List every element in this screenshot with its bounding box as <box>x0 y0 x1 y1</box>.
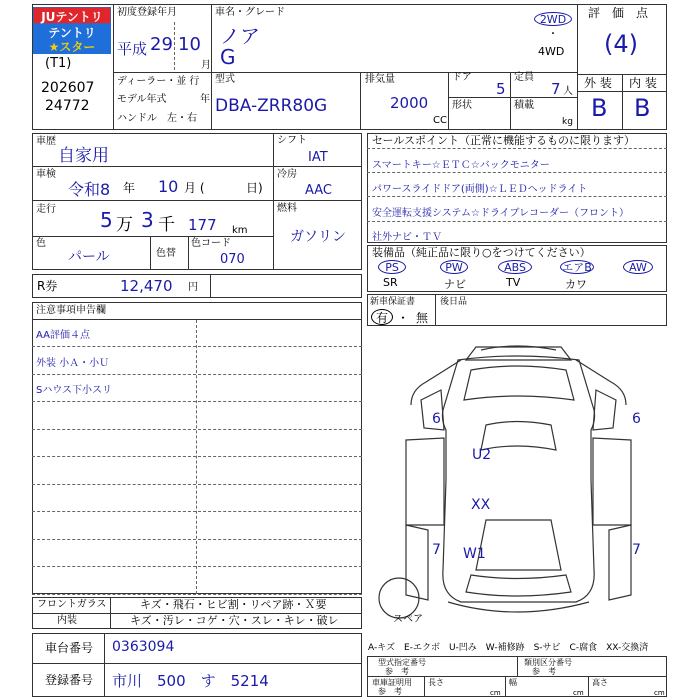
divider <box>196 320 197 594</box>
warranty-label: 新車保証書 <box>370 297 416 307</box>
divider <box>367 221 667 222</box>
length-label: 長さ <box>428 678 444 687</box>
r-ticket-value: 12,470 <box>120 277 173 295</box>
ac-label: 冷房 <box>277 169 297 180</box>
divider <box>188 236 189 270</box>
inspection-era: 令和8 <box>68 180 111 199</box>
damage-mark-center: XX <box>471 497 491 513</box>
model-type-label: 型式 <box>215 74 235 85</box>
front-glass-value: キズ・飛石・ヒビ割・リペア跡・Ｘ要 <box>140 598 327 611</box>
color-label: 色 <box>36 238 46 249</box>
note-rule <box>32 429 362 430</box>
divider <box>448 72 449 130</box>
drive-2wd-circle: 2WD <box>534 12 572 26</box>
dealer-label: ディーラー・並 行 <box>117 76 200 87</box>
divider <box>424 676 425 697</box>
equipment-leather: カワ <box>565 278 587 291</box>
load-label: 積載 <box>514 100 534 111</box>
sales-point-line: パワースライドドア(両側)☆ＬＥＤヘッドライト <box>372 184 588 195</box>
shape-label: 形状 <box>452 100 472 111</box>
month-unit: 月 <box>201 60 211 71</box>
divider <box>32 319 362 320</box>
history-value: 自家用 <box>58 146 109 166</box>
displacement-label: 排気量 <box>365 74 395 85</box>
width-label: 幅 <box>509 678 517 687</box>
ac: AAC <box>305 183 332 198</box>
fuel-label: 燃料 <box>277 203 297 214</box>
inspection-year-unit: 年 <box>123 181 136 195</box>
chassis-label: 車台番号 <box>45 641 94 655</box>
inspection-day-unit: 日) <box>246 181 263 195</box>
equipment-ps: PS <box>378 260 406 274</box>
equipment-title: 装備品（純正品に限り○をつけてください） <box>372 246 591 259</box>
backdate-label: 後日品 <box>440 297 468 307</box>
divider <box>435 294 436 326</box>
doors-label: ドア <box>452 72 472 83</box>
divider <box>367 196 667 197</box>
sales-point-line: 社外ナビ・ＴＶ <box>372 232 442 243</box>
car-name: ノア <box>220 24 260 48</box>
header-frame <box>32 4 667 130</box>
cm-unit: cm <box>490 689 501 697</box>
note-line: AA評価４点 <box>36 330 90 341</box>
equipment-abs: ABS <box>498 260 532 274</box>
first-registration-label: 初度登録年月 <box>117 7 177 18</box>
note-rule <box>32 401 362 402</box>
ref-label: 参 考 <box>378 687 402 696</box>
interior-label: 内 装 <box>629 76 657 90</box>
inspection-month-unit: 月 ( <box>184 181 205 195</box>
note-line: Sハウス下小スリ <box>36 385 113 396</box>
auction-code: (T1) <box>45 56 72 71</box>
note-line: 外装 小Ａ・小Ｕ <box>36 358 110 369</box>
sales-points-title: セールスポイント（正常に機能するものに限ります） <box>372 134 636 147</box>
equipment-tv: TV <box>506 276 521 289</box>
divider <box>588 676 589 697</box>
inspection-month: 10 <box>158 177 179 196</box>
front-glass-label: フロントガラス <box>37 599 107 610</box>
shift-label: シフト <box>277 135 307 146</box>
exterior-label: 外 装 <box>584 76 612 90</box>
mileage-man-unit: 万 <box>116 215 133 235</box>
divider <box>32 663 362 664</box>
interior-value: キズ・汚レ・コゲ・穴・スレ・キレ・破レ <box>130 614 339 627</box>
damage-mark-roof: U2 <box>472 447 492 463</box>
divider <box>510 72 511 130</box>
divider <box>273 133 274 270</box>
load-unit: kg <box>562 117 573 127</box>
mileage-sen-unit: 千 <box>158 215 175 235</box>
divider <box>211 4 212 130</box>
divider <box>360 72 361 130</box>
r-ticket-unit: 円 <box>188 282 198 293</box>
damage-mark-rear-left: 7 <box>432 542 441 558</box>
color-code: 070 <box>220 252 245 267</box>
color-value: パール <box>68 249 110 265</box>
interior-label: 内装 <box>57 615 77 626</box>
note-rule <box>32 484 362 485</box>
fuel: ガソリン <box>290 229 346 245</box>
note-rule <box>32 566 362 567</box>
plate-label: 登録番号 <box>45 673 94 687</box>
divider <box>367 172 667 173</box>
divider <box>210 274 211 298</box>
drive-4wd: 4WD <box>538 45 565 58</box>
mileage-label: 走行 <box>36 204 56 215</box>
color-code-label: 色コード <box>191 238 231 249</box>
warranty-dot: ・ <box>397 311 410 325</box>
displacement: 2000 <box>390 94 429 112</box>
capacity: 7 <box>551 80 561 98</box>
divider <box>104 633 105 697</box>
divider <box>505 676 506 697</box>
sales-point-line: スマートキー☆ＥＴＣ☆バックモニター <box>372 160 550 171</box>
mileage-rest: 177 <box>188 216 217 234</box>
damage-mark-front-right: 6 <box>632 411 641 427</box>
model-year-label: モデル年式 <box>117 94 167 105</box>
handle-label: ハンドル 左・右 <box>117 113 197 124</box>
divider <box>622 74 623 130</box>
note-rule <box>32 346 362 347</box>
sales-point-line: 安全運転支援システム☆ドライブレコーダー（フロント） <box>372 208 629 219</box>
doors: 5 <box>496 80 506 98</box>
drive-dot: ・ <box>548 29 558 40</box>
shift: IAT <box>308 150 328 165</box>
car-name-grade-label: 車名・グレード <box>215 7 285 18</box>
warranty-no: 無 <box>416 311 429 325</box>
r-ticket-label: R券 <box>37 279 58 293</box>
equipment-navi: ナビ <box>444 278 466 291</box>
registration-year: 29 <box>150 34 173 55</box>
color-change-label: 色替 <box>156 248 176 259</box>
mileage-unit: km <box>232 225 248 236</box>
divider <box>367 148 667 149</box>
registration-month: 10 <box>178 34 201 55</box>
equipment-sr: SR <box>383 276 398 289</box>
divider <box>113 72 577 73</box>
inspection-label: 車検 <box>36 169 56 180</box>
divider <box>577 4 578 130</box>
interior-grade: B <box>634 94 651 122</box>
type-number-label: 型式指定番号 <box>378 658 426 667</box>
displacement-unit: CC <box>433 115 447 126</box>
mileage-sen: 3 <box>141 208 154 232</box>
height-label: 高さ <box>592 678 608 687</box>
damage-mark-side: W1 <box>463 546 486 562</box>
exterior-grade: B <box>591 94 608 122</box>
warranty-yes-circle: 有 <box>371 309 393 325</box>
svg-text:テントリ: テントリ <box>48 26 96 40</box>
rating-label: 評 価 点 <box>588 6 649 20</box>
car-grade: G <box>220 45 236 69</box>
history-label: 車歴 <box>36 136 56 147</box>
note-rule <box>32 456 362 457</box>
car-damage-diagram <box>366 330 668 630</box>
damage-mark-rear-right: 7 <box>632 542 641 558</box>
note-rule <box>32 511 362 512</box>
note-rule <box>32 594 362 595</box>
rating-value: (4) <box>604 30 638 58</box>
class-number-label: 類別区分番号 <box>524 658 572 667</box>
ref-label: 参 考 <box>532 667 556 676</box>
lot-number-sub: 24772 <box>45 98 90 114</box>
damage-legend: A-キズ E-エクボ U-凹み W-補修跡 S-サビ C-腐食 XX-交換済 <box>368 643 649 653</box>
registration-era: 平成 <box>117 40 148 58</box>
divider <box>273 200 362 201</box>
cm-unit: cm <box>573 689 584 697</box>
damage-mark-front-left: 6 <box>432 411 441 427</box>
plate-number: 市川 500 す 5214 <box>112 672 269 690</box>
divider <box>32 166 273 167</box>
divider <box>174 22 175 70</box>
divider <box>367 676 667 677</box>
divider <box>113 4 114 130</box>
note-rule <box>32 539 362 540</box>
model-year-unit: 年 <box>200 94 210 105</box>
notes-title: 注意事項申告欄 <box>36 305 106 316</box>
capacity-unit: 人 <box>563 86 573 97</box>
equipment-aw: AW <box>623 260 653 274</box>
cm-unit: cm <box>654 689 665 697</box>
spare-label: スペア <box>393 614 423 625</box>
divider <box>32 200 273 201</box>
note-rule <box>32 374 362 375</box>
capacity-label: 定員 <box>514 72 534 83</box>
divider <box>150 236 151 270</box>
lot-number: 202607 <box>41 80 95 96</box>
equipment-pw: PW <box>440 260 468 274</box>
chassis-number: 0363094 <box>112 639 175 655</box>
divider <box>517 656 518 676</box>
equipment-airbag: エアB <box>560 260 594 274</box>
mileage-man: 5 <box>100 208 113 232</box>
svg-text:★スター: ★スター <box>48 40 96 54</box>
svg-text:JUテントリ: JUテントリ <box>41 10 103 24</box>
divider <box>273 166 362 167</box>
garage-cert-label: 車庫証明用 <box>372 678 412 687</box>
ref-label: 参 考 <box>385 667 409 676</box>
model-type: DBA-ZRR80G <box>215 96 328 116</box>
